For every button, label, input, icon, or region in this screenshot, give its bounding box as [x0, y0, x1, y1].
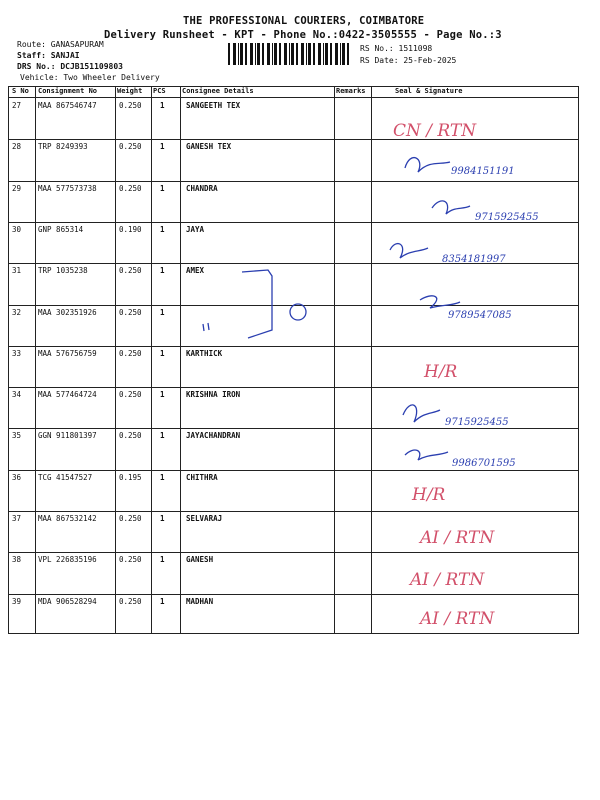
- row-weight: 0.195: [119, 473, 142, 482]
- row-consignment-number: MDA 906528294: [38, 597, 97, 606]
- row-pcs: 1: [160, 308, 165, 317]
- row-consignee: AMEX: [186, 266, 205, 275]
- col-header-signature: Seal & Signature: [395, 87, 463, 95]
- signature-scribble: [420, 296, 460, 308]
- signature-status: AI / RTN: [410, 570, 485, 590]
- row-consignee: KRISHNA IRON: [186, 390, 241, 399]
- signature-scribble: [405, 158, 450, 172]
- row-consignee: KARTHICK: [186, 349, 223, 358]
- row-pcs: 1: [160, 431, 165, 440]
- row-consignment-number: MAA 302351926: [38, 308, 97, 317]
- row-consignee: GANESH TEX: [186, 142, 232, 151]
- row-consignment-number: MAA 867532142: [38, 514, 97, 523]
- row-consignee: SANGEETH TEX: [186, 101, 241, 110]
- rs-number: RS No.: 1511098: [360, 44, 433, 53]
- vehicle-label: Vehicle: Two Wheeler Delivery: [20, 73, 160, 82]
- rs-date: RS Date: 25-Feb-2025: [360, 56, 457, 65]
- row-weight: 0.250: [119, 390, 142, 399]
- row-consignment-number: TRP 1035238: [38, 266, 88, 275]
- col-header-remarks: Remarks: [336, 87, 366, 95]
- row-sno: 38: [12, 555, 22, 564]
- row-consignment-number: VPL 226835196: [38, 555, 97, 564]
- row-sno: 28: [12, 142, 22, 151]
- row-pcs: 1: [160, 390, 165, 399]
- row-weight: 0.250: [119, 514, 142, 523]
- signature-scribble: [405, 450, 448, 460]
- signature-status: AI / RTN: [420, 528, 495, 548]
- row-consignment-number: MAA 576756759: [38, 349, 97, 358]
- document-title: THE PROFESSIONAL COURIERS, COIMBATORE: [183, 15, 425, 27]
- row-pcs: 1: [160, 514, 165, 523]
- row-consignee: CHANDRA: [186, 184, 218, 193]
- row-consignee: GANESH: [186, 555, 214, 564]
- signature-scribble: [390, 244, 428, 258]
- row-weight: 0.250: [119, 349, 142, 358]
- row-sno: 35: [12, 431, 22, 440]
- row-weight: 0.250: [119, 308, 142, 317]
- row-pcs: 1: [160, 184, 165, 193]
- row-sno: 36: [12, 473, 22, 482]
- signature-scribble: [403, 405, 440, 422]
- drs-number: DRS No.: DCJB151109803: [17, 62, 123, 71]
- signature-phone: 9986701595: [452, 458, 516, 469]
- row-consignment-number: GNP 865314: [38, 225, 84, 234]
- row-sno: 34: [12, 390, 22, 399]
- row-consignment-number: MAA 577464724: [38, 390, 97, 399]
- row-pcs: 1: [160, 555, 165, 564]
- row-weight: 0.250: [119, 184, 142, 193]
- row-consignment-number: TRP 8249393: [38, 142, 88, 151]
- row-consignee: JAYA: [186, 225, 205, 234]
- row-weight: 0.250: [119, 142, 142, 151]
- row-sno: 30: [12, 225, 22, 234]
- row-consignment-number: MAA 867546747: [38, 101, 97, 110]
- row-weight: 0.250: [119, 597, 142, 606]
- row-sno: 29: [12, 184, 22, 193]
- row-consignee: JAYACHANDRAN: [186, 431, 241, 440]
- row-sno: 31: [12, 266, 22, 275]
- row-consignment-number: GGN 911801397: [38, 431, 97, 440]
- col-header-consignee: Consignee Details: [182, 87, 254, 95]
- col-header-pcs: PCS: [153, 87, 166, 95]
- pen-bracket-mark: [242, 270, 272, 338]
- row-consignee: MADHAN: [186, 597, 214, 606]
- row-weight: 0.250: [119, 101, 142, 110]
- row-weight: 0.190: [119, 225, 142, 234]
- document-subtitle: Delivery Runsheet - KPT - Phone No.:0422-3505555 - Page No.:3: [104, 29, 502, 41]
- row-consignment-number: TCG 41547527: [38, 473, 93, 482]
- signature-phone: 9984151191: [451, 166, 515, 177]
- signature-phone: 9715925455: [475, 212, 539, 223]
- signature-status: AI / RTN: [420, 609, 495, 629]
- row-pcs: 1: [160, 225, 165, 234]
- signature-status: H/R: [412, 485, 446, 505]
- row-pcs: 1: [160, 266, 165, 275]
- signature-phone: 9789547085: [448, 310, 512, 321]
- row-pcs: 1: [160, 349, 165, 358]
- col-header-consignment: Consignment No: [38, 87, 98, 95]
- row-consignment-number: MAA 577573738: [38, 184, 97, 193]
- row-consignee: CHITHRA: [186, 473, 218, 482]
- signature-phone: 9715925455: [445, 417, 509, 428]
- row-sno: 37: [12, 514, 22, 523]
- row-sno: 39: [12, 597, 22, 606]
- signature-status: H/R: [424, 362, 458, 382]
- signature-scribble: [432, 201, 470, 214]
- signature-phone: 8354181997: [442, 254, 506, 265]
- pen-tick-mark: [203, 323, 209, 331]
- row-pcs: 1: [160, 597, 165, 606]
- row-pcs: 1: [160, 142, 165, 151]
- row-pcs: 1: [160, 473, 165, 482]
- row-sno: 27: [12, 101, 22, 110]
- row-weight: 0.250: [119, 555, 142, 564]
- row-weight: 0.250: [119, 266, 142, 275]
- row-pcs: 1: [160, 101, 165, 110]
- signature-status: CN / RTN: [393, 121, 477, 141]
- row-sno: 33: [12, 349, 22, 358]
- col-header-sno: S No: [12, 87, 29, 95]
- col-header-weight: Weight: [117, 87, 143, 95]
- row-weight: 0.250: [119, 431, 142, 440]
- pen-circle-mark: [290, 304, 306, 320]
- staff-label: Staff: SANJAI: [17, 51, 80, 60]
- route-label: Route: GANASAPURAM: [17, 40, 104, 49]
- row-sno: 32: [12, 308, 22, 317]
- row-consignee: SELVARAJ: [186, 514, 223, 523]
